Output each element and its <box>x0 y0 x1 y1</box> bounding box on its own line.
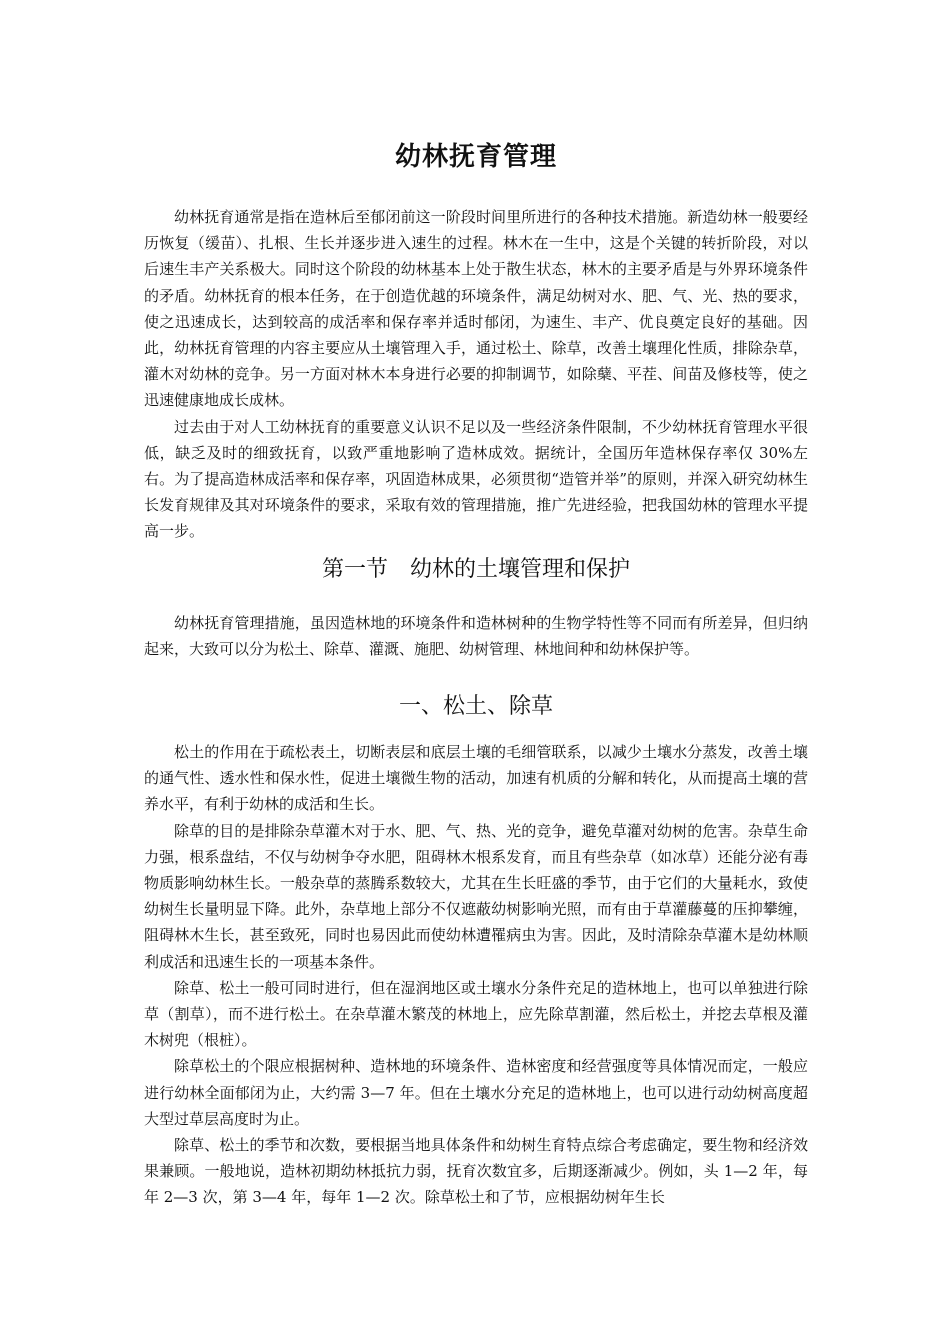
paragraph: 除草松土的个限应根据树种、造林地的环境条件、造林密度和经营强度等具体情况而定，一般应进行幼林全面郁闭为止，大约需 3—7 年。但在土壤水分充足的造林地上，也可以进行动幼树高度超大型过草层高度时为止。 <box>144 1057 808 1128</box>
paragraph: 幼林抚育管理措施，虽因造林地的环境条件和造林树种的生物学特性等不同而有所差异，但归纳起来，大致可以分为松土、除草、灌溉、施肥、幼树管理、林地间种和幼林保护等。 <box>144 614 808 659</box>
subsection-text <box>144 739 808 1211</box>
paragraph: 除草的目的是排除杂草灌木对于水、肥、气、热、光的竞争，避免草灌对幼树的危害。杂草生命力强，根系盘结，不仅与幼树争夺水肥，阻碍林木根系发育，而且有些杂草（如冰草）还能分泌有毒物质影响幼林生长。一般杂草的蒸腾系数较大，尤其在生长旺盛的季节，由于它们的大量耗水，致使幼树生长量明显下降。此外，杂草地上部分不仅遮蔽幼树影响光照，而有由于草灌藤蔓的压抑攀缠，阻碍林木生长，甚至致死，同时也易因此而使幼林遭罹病虫为害。因此，及时清除杂草灌木是幼林顺利成活和迅速生长的一项基本条件。 <box>144 821 808 971</box>
paragraph: 过去由于对人工幼林抚育的重要意义认识不足以及一些经济条件限制，不少幼林抚育管理水平很低，缺乏及时的细致抚育，以致严重地影响了造林成效。据统计，全国历年造林保存率仅 30%左右。为了提高造林成活率和保存率，巩固造林成果，必须贯彻“造管并举”的原则，并深入研究幼林生长发育规律及其对环境条件的要求，采取有效的管理措施，推广先进经验，把我国幼林的管理水平提高一步。 <box>144 417 808 541</box>
section-heading: 第一节 幼林的土壤管理和保护 <box>321 557 630 582</box>
paragraph: 幼林抚育通常是指在造林后至郁闭前这一阶段时间里所进行的各种技术措施。新造幼林一般要经历恢复（缓苗）、扎根、生长并逐步进入速生的过程。林木在一生中，这是个关键的转折阶段，对以后速生丰产关系极大。同时这个阶段的幼林基本上处于散生状态，林木的主要矛盾是与外界环境条件的矛盾。幼林抚育的根本任务，在于创造优越的环境条件，满足幼树对水、肥、气、光、热的要求，使之迅速成长，达到较高的成活率和保存率并适时郁闭，为速生、丰产、优良奠定良好的基础。因此，幼林抚育管理的内容主要应从土壤管理入手，通过松土、除草，改善土壤理化性质，排除杂草，灌木对幼林的竞争。另一方面对林木本身进行必要的抑制调节，如除蘖、平茬、间苗及修枝等，使之迅速健康地成长成林。 <box>144 208 808 410</box>
paragraph: 松土的作用在于疏松表土，切断表层和底层土壤的毛细管联系，以减少土壤水分蒸发，改善土壤的通气性、透水性和保水性，促进土壤微生物的活动，加速有机质的分解和转化，从而提高土壤的营养水平，有利于幼林的成活和生长。 <box>144 743 808 814</box>
paragraph: 除草、松土的季节和次数，要根据当地具体条件和幼树生育特点综合考虑确定，要生物和经济效果兼顾。一般地说，造林初期幼林抵抗力弱，抚育次数宜多，后期逐渐减少。例如，头 1—2 年，每年 2—3 次，第 3—4 年，每年 1—2 次。除草松土和了节，应根据幼树年生长 <box>144 1136 808 1207</box>
intro-text <box>144 204 808 545</box>
document-title: 幼林抚育管理 <box>394 142 557 172</box>
subsection-heading: 一、松土、除草 <box>398 694 553 719</box>
paragraph: 除草、松土一般可同时进行，但在湿润地区或土壤水分条件充足的造林地上，也可以单独进行除草（割草），而不进行松土。在杂草灌木繁茂的林地上，应先除草割灌，然后松土，并挖去草根及灌木树兜（根桩）。 <box>144 978 808 1050</box>
section-text <box>144 610 808 662</box>
